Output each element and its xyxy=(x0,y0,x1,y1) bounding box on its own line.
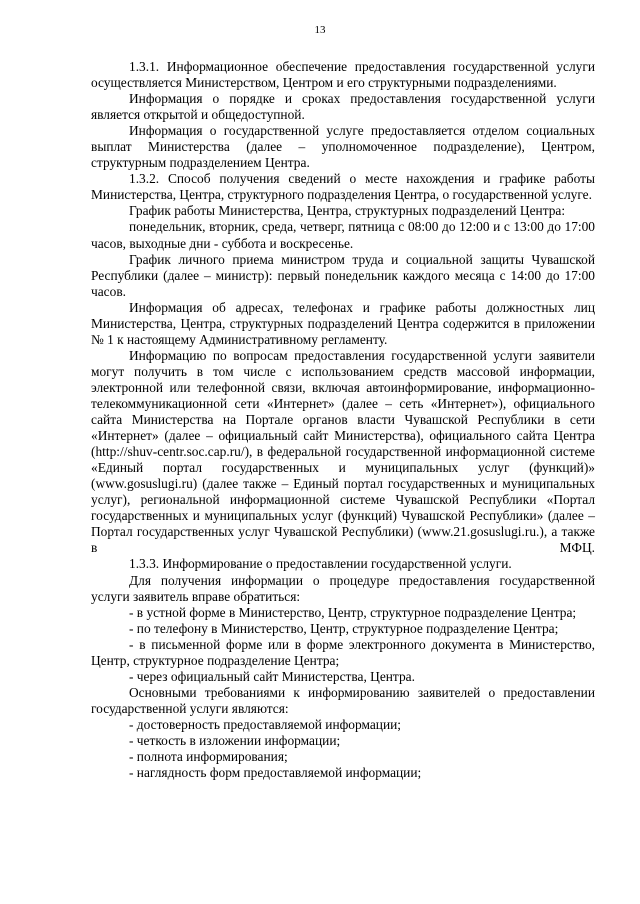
paragraph-schedule-heading: График работы Министерства, Центра, структурных подразделений Центра: xyxy=(129,203,566,219)
list-item-oral: - в устной форме в Министерство, Центр, структурное подразделение Центра; xyxy=(129,604,577,620)
list-item-visual-forms: - наглядность форм предоставляемой информации; xyxy=(129,765,422,781)
paragraph-how-to-apply: Для получения информации о процедуре предоставления государственной услуги заявитель вправе обратиться: xyxy=(91,572,595,604)
paragraph-minister-reception: График личного приема министром труда и социальной защиты Чувашской Республики (далее – министр): первый понедельник каждого месяца с 14:00 до 17:00 часов. xyxy=(91,251,595,299)
paragraph-schedule-days: понедельник, вторник, среда, четверг, пятница с 08:00 до 12:00 и с 13:00 до 17:00 часов, выходные дни - суббота и воскресенье. xyxy=(91,219,595,251)
list-item-written: - в письменной форме или в форме электронного документа в Министерство, Центр, структурное подразделение Центра; xyxy=(91,636,595,668)
list-item-clarity: - четкость в изложении информации; xyxy=(129,732,341,748)
paragraph-contacts-appendix: Информация об адресах, телефонах и графике работы должностных лиц Министерства, Центра, структурных подразделений Центра содержится в приложении № 1 к настоящему Административному регламенту. xyxy=(91,299,595,347)
list-item-completeness: - полнота информирования; xyxy=(129,749,288,765)
paragraph-info-provider: Информация о государственной услуге предоставляется отделом социальных выплат Министерства (далее – уполномоченное подразделение), Центром, структурным подразделением Центра. xyxy=(91,123,595,171)
list-item-phone: - по телефону в Министерство, Центр, структурное подразделение Центра; xyxy=(129,620,559,636)
paragraph-1-3-3: 1.3.3. Информирование о предоставлении государственной услуги. xyxy=(129,556,512,572)
paragraph-requirements: Основными требованиями к информированию заявителей о предоставлении государственной услуги являются: xyxy=(91,684,595,716)
list-item-website: - через официальный сайт Министерства, Центра. xyxy=(129,668,415,684)
paragraph-1-3-1: 1.3.1. Информационное обеспечение предоставления государственной услуги осуществляется Министерством, Центром и его структурными подразделениями. xyxy=(91,59,595,91)
list-item-reliability: - достоверность предоставляемой информации; xyxy=(129,716,402,732)
page-number: 13 xyxy=(314,24,326,36)
paragraph-1-3-2: 1.3.2. Способ получения сведений о месте нахождения и графике работы Министерства, Центра, структурного подразделения Центра, о государственной услуге. xyxy=(91,171,595,203)
document-body xyxy=(91,59,595,781)
paragraph-info-channels: Информацию по вопросам предоставления государственной услуги заявители могут получить в том числе с использованием средств массовой информации, электронной или телефонной связи, включая автоинформирование, информационно-телекоммуникационной сети «Интернет» (далее – сеть «Интернет»), официального сайта Министерства на Портале органов власти Чувашской Республики в сети «Интернет» (далее – официальный сайт Министерства), официального сайта Центра (http://shuv-centr.soc.cap.ru/), в федеральной государственной информационной системе «Единый портал государственных и муниципальных услуг (функций)» (www.gosuslugi.ru) (далее также – Единый портал государственных и муниципальных услуг), региональной информационной системе Чувашской Республики «Портал государственных и муниципальных услуг (функций) Чувашской Республики» (далее – Портал государственных услуг Чувашской Республики) (www.21.gosuslugi.ru.), а также в МФЦ. xyxy=(91,347,595,556)
paragraph-info-open: Информация о порядке и сроках предоставления государственной услуги является открытой и общедоступной. xyxy=(91,91,595,123)
